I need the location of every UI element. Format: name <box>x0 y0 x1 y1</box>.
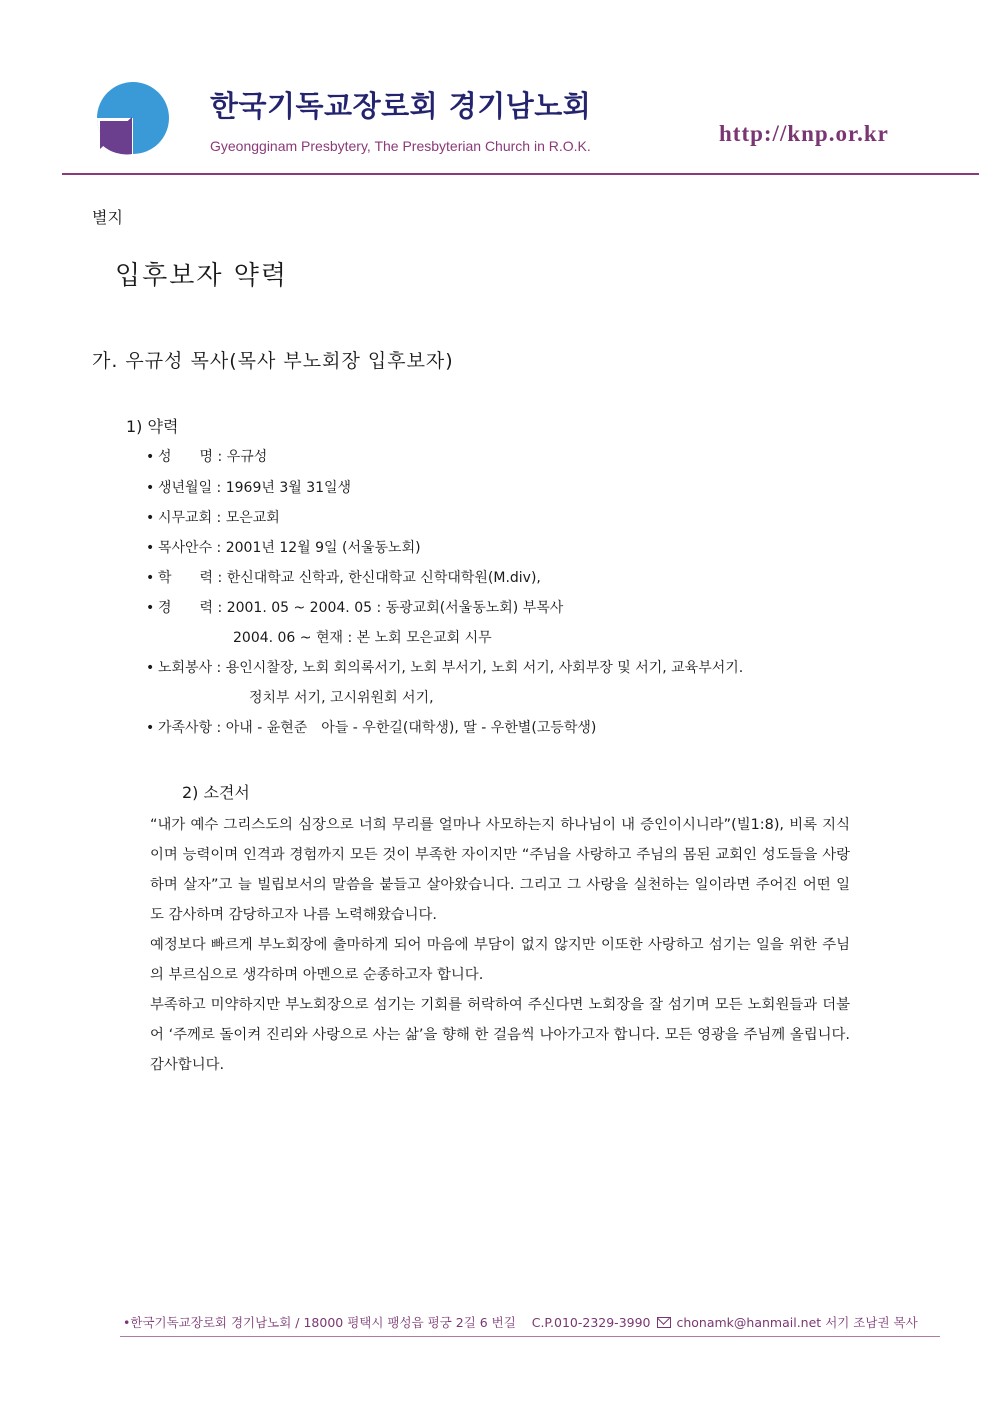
profile-value: 한신대학교 신학과, 한신대학교 신학대학원(M.div), <box>226 570 541 586</box>
profile-label: 가족사항 <box>158 720 213 736</box>
profile-item: • 목사안수 : 2001년 12월 9일 (서울동노회) <box>146 540 421 556</box>
statement-body <box>150 810 850 1080</box>
profile-value: 우규성 <box>226 449 268 465</box>
bullet-icon: • <box>146 720 155 736</box>
profile-item: • 가족사항 : 아내 - 윤현준 아들 - 우한길(대학생), 딸 - 우한별(고등학생) <box>146 720 597 736</box>
bullet-icon: • <box>146 480 155 496</box>
bullet-icon: • <box>146 570 155 586</box>
statement-paragraph: 부족하고 미약하지만 부노회장으로 섬기는 기회를 허락하여 주신다면 노회장을 잘 섬기며 모든 노회원들과 더불어 ‘주께로 돌이켜 진리와 사랑으로 사는 삶’을 향해 한 걸음씩 나아가고자 합니다. 모든 영광을 주님께 올립니다. 감사합니다. <box>150 997 850 1073</box>
profile-label: 노회봉사 <box>158 660 213 676</box>
footer-divider <box>120 1336 940 1337</box>
profile-value-continued: 정치부 서기, 고시위원회 서기, <box>249 690 434 706</box>
org-name: 한국기독교장로회 경기남노회 <box>210 89 592 123</box>
bullet-icon: • <box>146 660 155 676</box>
profile-value: 2001. 05 ~ 2004. 05 : 동광교회(서울동노회) 부목사 <box>226 600 564 616</box>
section-heading: 가. 우규성 목사(목사 부노회장 입후보자) <box>92 350 454 372</box>
org-name-english: Gyeongginam Presbytery, The Presbyterian Church in R.O.K. <box>210 138 591 154</box>
bullet-icon: • <box>146 449 155 465</box>
profile-value-continued: 2004. 06 ~ 현재 : 본 노회 모은교회 시무 <box>233 630 492 646</box>
profile-value: 모은교회 <box>225 510 280 526</box>
header-divider <box>62 173 979 175</box>
mail-icon <box>657 1317 671 1328</box>
footer-email[interactable]: chonamk@hanmail.net <box>676 1315 822 1330</box>
presbytery-logo <box>96 81 170 155</box>
profile-item: • 시무교회 : 모은교회 <box>146 510 280 526</box>
profile-heading: 1) 약력 <box>126 417 179 436</box>
statement-paragraph: 예정보다 빠르게 부노회장에 출마하게 되어 마음에 부담이 없지 않지만 이또한 사랑하고 섬기는 일을 위한 주님의 부르심으로 생각하며 아멘으로 순종하고자 합니다. <box>150 937 850 983</box>
profile-label: 학 력 <box>158 570 214 586</box>
footer-contact: 서기 조남권 목사 <box>825 1315 918 1330</box>
page-title: 입후보자 약력 <box>115 261 288 291</box>
profile-item: • 생년월일 : 1969년 3월 31일생 <box>146 480 352 496</box>
profile-value: 용인시찰장, 노회 회의록서기, 노회 부서기, 노회 서기, 사회부장 및 서기, 교육부서기. <box>225 660 744 676</box>
profile-label: 시무교회 <box>158 510 213 526</box>
website-link[interactable]: http://knp.or.kr <box>719 121 889 146</box>
footer <box>123 1313 918 1331</box>
bullet-icon: • <box>146 600 155 616</box>
profile-item: • 성 명 : 우규성 <box>146 449 268 465</box>
profile-value: 1969년 3월 31일생 <box>225 480 352 496</box>
footer-phone: C.P.010-2329-3990 <box>531 1315 651 1330</box>
profile-item: • 학 력 : 한신대학교 신학과, 한신대학교 신학대학원(M.div), <box>146 570 541 586</box>
statement-paragraph: “내가 예수 그리스도의 심장으로 너희 무리를 얼마나 사모하는지 하나님이 내 증인이시니라”(빌1:8), 비록 지식이며 능력이며 인격과 경험까지 모든 것이 부족한 자이지만 “주님을 사랑하고 주님의 몸된 교회인 성도들을 사랑하며 살자”고 늘 빌립보서의 말씀을 붙들고 살아왔습니다. 그리고 그 사랑을 실천하는 일이라면 주어진 어떤 일도 감사하며 감당하고자 나름 노력해왔습니다. <box>150 817 850 923</box>
profile-label: 성 명 <box>158 449 214 465</box>
profile-item: • 경 력 : 2001. 05 ~ 2004. 05 : 동광교회(서울동노회) 부목사 <box>146 600 564 616</box>
profile-label: 생년월일 <box>158 480 213 496</box>
profile-item: • 노회봉사 : 용인시찰장, 노회 회의록서기, 노회 부서기, 노회 서기, 사회부장 및 서기, 교육부서기. <box>146 660 744 676</box>
profile-value: 2001년 12월 9일 (서울동노회) <box>225 540 421 556</box>
profile-value: 아내 - 윤현준 아들 - 우한길(대학생), 딸 - 우한별(고등학생) <box>225 720 597 736</box>
bullet-icon: • <box>146 510 155 526</box>
bullet-icon: • <box>146 540 155 556</box>
profile-label: 목사안수 <box>158 540 213 556</box>
footer-org-address: •한국기독교장로회 경기남노회 / 18000 평택시 팽성읍 평궁 2길 6 번길 <box>123 1315 516 1330</box>
attachment-label: 별지 <box>92 208 123 227</box>
statement-heading: 2) 소견서 <box>182 783 250 802</box>
profile-label: 경 력 <box>158 600 214 616</box>
